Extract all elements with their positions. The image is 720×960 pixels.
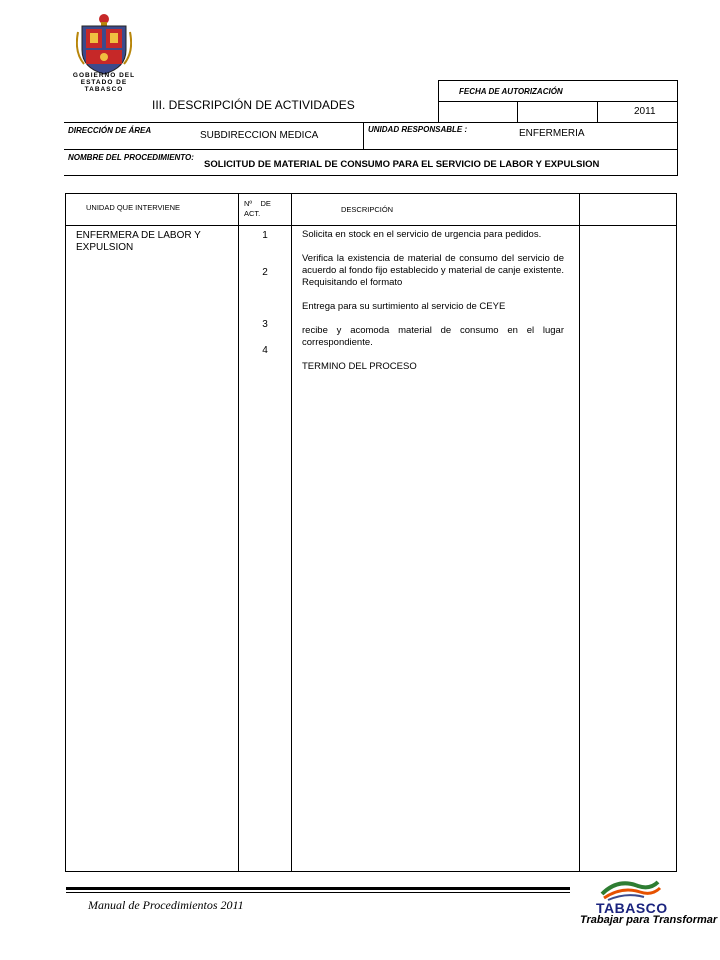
procedimiento-label: NOMBRE DEL PROCEDIMIENTO: [68,153,194,162]
col-header-unidad: UNIDAD QUE INTERVIENE [86,203,181,212]
government-name: GOBIERNO DEL ESTADO DE TABASCO [72,72,136,93]
fecha-label-box [438,80,678,102]
state-coat-of-arms [76,12,132,76]
col-divider-1 [238,193,239,872]
manual-title: Manual de Procedimientos 2011 [88,898,244,912]
col-header-desc: DESCRIPCIÓN [341,205,394,214]
activity-descriptions [302,229,564,385]
direccion-value: SUBDIRECCION MEDICA [200,130,319,141]
col-divider-2 [291,193,292,872]
termino-del-proceso: TERMINO DEL PROCESO [302,361,417,372]
tabasco-logo-icon [598,878,662,902]
activity-number-2: 2 [262,267,268,278]
tabasco-brand: TABASCO [596,900,668,916]
procedimiento-box [64,149,678,176]
activity-description-3: Entrega para su surtimiento al servicio de CEYE [302,301,506,312]
footer-rule-thin [66,892,570,893]
fecha-year-cell [597,101,678,123]
fecha-year: 2011 [634,106,656,117]
tabasco-slogan: Trabajar para Transformar [580,914,718,926]
unidad-value: ENFERMERIA [519,128,585,139]
fecha-day-cell [438,101,518,123]
activity-number-1: 1 [262,230,268,241]
footer-rule-thick [66,887,570,890]
activity-description-2: Verifica la existencia de material de consumo del servicio de acuerdo al fondo fijo establecido y material de canje existente. Requisitando el formato [302,253,564,288]
activity-number-3: 3 [262,319,268,330]
table-header-divider [65,225,677,226]
fecha-label: FECHA DE AUTORIZACIÓN [459,87,563,96]
fecha-month-cell [517,101,598,123]
unidad-label: UNIDAD RESPONSABLE : [368,125,468,134]
procedimiento-value: SOLICITUD DE MATERIAL DE CONSUMO PARA EL SERVICIO DE LABOR Y EXPULSION [204,159,600,170]
unidad-box [363,122,678,150]
unidad-interviene: ENFERMERA DE LABOR Y EXPULSION [76,230,201,253]
col-divider-3 [579,193,580,872]
section-title: III. DESCRIPCIÓN DE ACTIVIDADES [152,98,355,112]
direccion-label: DIRECCIÓN DE ÁREA [68,126,152,135]
activity-number-4: 4 [262,345,268,356]
activity-description-1: Solicita en stock en el servicio de urgencia para pedidos. [302,229,542,240]
activity-description-4: recibe y acomoda material de consumo en el lugar correspondiente. [302,325,564,348]
direccion-box [64,122,364,150]
col-header-num: Nº DE ACT. [244,199,273,218]
